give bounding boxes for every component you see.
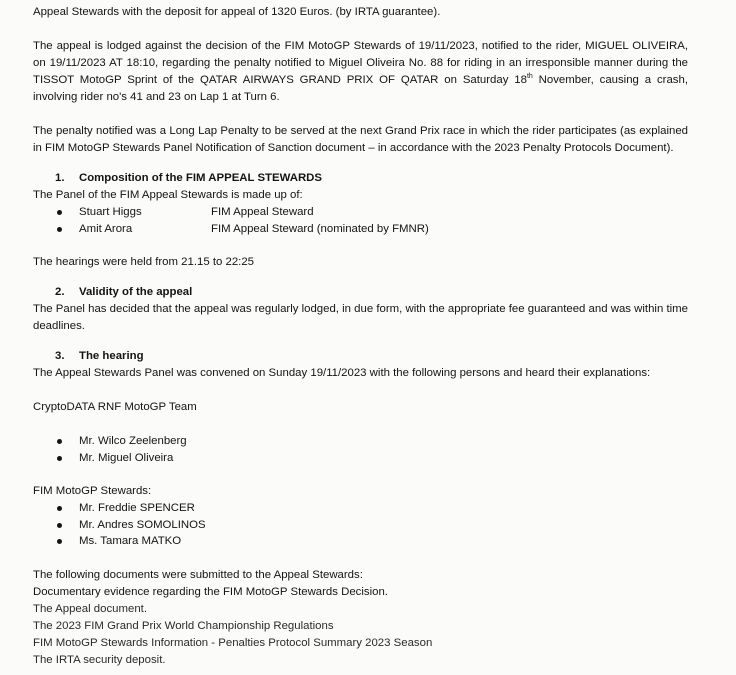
section-3-lead: The Appeal Stewards Panel was convened on Sunday 19/11/2023 with the following persons and heard their explanations: [33,367,651,379]
member-name: Stuart Higgs [79,206,142,218]
section-1-title: Composition of the FIM APPEAL STEWARDS [79,172,322,184]
document-item: The IRTA security deposit. [33,653,166,666]
document-item: The 2023 FIM Grand Prix World Championship Regulations [33,619,334,632]
panel-member [33,221,688,238]
section-1-heading [33,170,688,187]
list-item: Mr. Miguel Oliveira [33,450,688,467]
hearings-time: The hearings were held from 21.15 to 22:25 [33,256,254,268]
section-3-heading [33,348,688,365]
document-page [33,0,688,669]
panel-member [33,204,688,221]
document-item: The Appeal document. [33,602,147,615]
list-item: Mr. Wilco Zeelenberg [33,433,688,450]
list-item: Ms. Tamara MATKO [33,533,688,550]
appeal-text-part1: The appeal is lodged against the decision of the FIM MotoGP Stewards of 19/11/2023, notified to the rider, MIGUEL OLIVEIRA, on 19/11/2023 AT 18:10, regarding the penalty notified to Miguel Oliveira No. 88 for riding in an irresponsible manner during the TISSOT MotoGP Sprint of the QATAR AIRWAYS GRAND PRIX OF QATAR on Saturday 18 [33,40,688,86]
team-people-list [33,433,688,466]
section-3-title: The hearing [79,350,144,362]
appeal-text-part2: November, causing a crash, involving rider no's 41 and 23 on Lap 1 at Turn 6. [33,74,688,103]
section-1-number: 1. [55,172,65,184]
penalty-paragraph: The penalty notified was a Long Lap Penalty to be served at the next Grand Prix race in which the rider participates (as explained in FIM MotoGP Stewards Panel Notification of Sanction document – in accordance with the 2023 Penalty Protocols Document). [33,125,688,154]
section-2-text: The Panel has decided that the appeal was regularly lodged, in due form, with the appropriate fee guaranteed and was within time deadlines. [33,303,688,332]
stewards-label: FIM MotoGP Stewards: [33,485,152,497]
section-2-heading [33,284,688,301]
member-role: FIM Appeal Steward (nominated by FMNR) [211,222,429,235]
section-1-lead: The Panel of the FIM Appeal Stewards is made up of: [33,189,303,201]
document-item: FIM MotoGP Stewards Information - Penalties Protocol Summary 2023 Season [33,636,433,649]
list-item: Mr. Andres SOMOLINOS [33,517,688,534]
deposit-line: Appeal Stewards with the deposit for appeal of 1320 Euros. (by IRTA guarantee). [33,6,441,18]
documents-evidence: Documentary evidence regarding the FIM MotoGP Stewards Decision. [33,585,388,598]
appeal-paragraph [33,38,688,106]
panel-member-list [33,204,688,237]
member-name: Amit Arora [79,222,133,235]
section-2-title: Validity of the appeal [79,286,193,298]
section-3-number: 3. [55,350,65,362]
member-role: FIM Appeal Steward [211,206,314,218]
team-label: CryptoDATA RNF MotoGP Team [33,401,197,413]
appeal-text-superscript: th [526,73,533,81]
section-2-number: 2. [55,286,65,298]
stewards-people-list [33,500,688,550]
documents-lead: The following documents were submitted to the Appeal Stewards: [33,568,363,581]
list-item: Mr. Freddie SPENCER [33,500,688,517]
